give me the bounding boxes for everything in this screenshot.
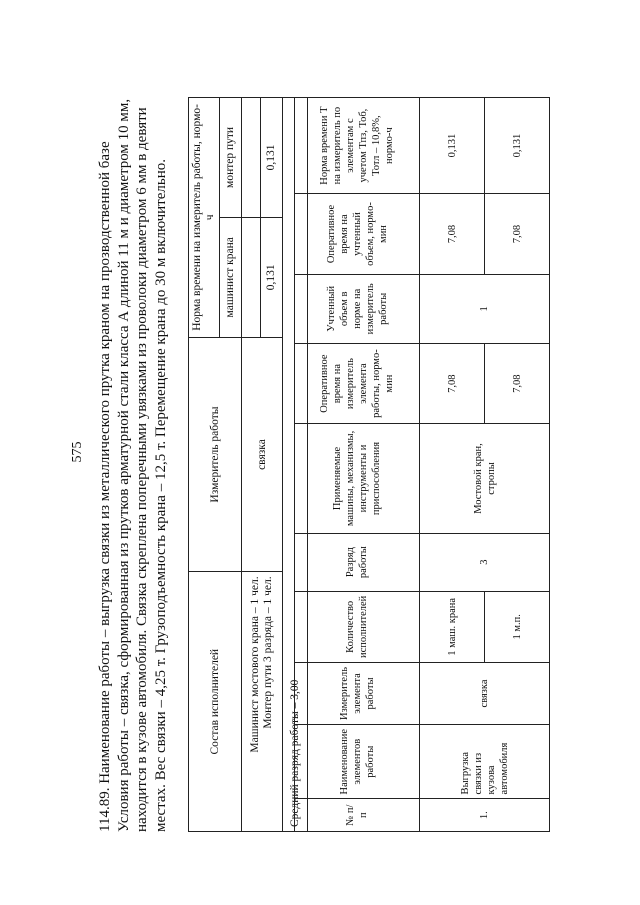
norm-fitter-value: 0,131 <box>261 98 283 218</box>
crew-table <box>188 97 308 832</box>
heading-line-4: местах. Вес связки – 4,25 т. Грузоподъемность крана – 12,5 т. Перемещение крана до 30 м включительно. <box>152 159 169 832</box>
crew-operator: Машинист мостового крана – 1 чел. <box>249 576 261 753</box>
heading-line-2: Условия работы – связка, сформированная из прутков арматурной стали класса А длиной 11 м и диаметром 10 мм, <box>115 98 132 832</box>
op-total-header: Оперативное время на учтенный объем, нормо-мин <box>295 194 420 275</box>
norm-time-fitter: 0,131 <box>485 98 550 194</box>
heading-line-1: 114.89. Наименование работы – выгрузка связки из металлического прутка краном на прозводственной базе <box>97 141 113 832</box>
grade-header: Разряд работы <box>295 533 420 591</box>
work-description <box>96 72 170 832</box>
elements-table <box>294 97 550 832</box>
count-operator: 1 маш. крана <box>420 591 485 662</box>
count-header: Количество исполнителей <box>295 591 420 662</box>
machines-header: Применяемые машины, механизмы, инструменты и приспособления <box>295 424 420 533</box>
operator-subheader: машинист крана <box>220 217 242 337</box>
grade-value: 3 <box>420 533 550 591</box>
average-grade: Средний разряд работы – 3,00 <box>283 98 308 832</box>
machines-value: Мостовой кран, стропы <box>420 424 550 533</box>
crew-header: Состав исполнителей <box>189 572 242 832</box>
meter-header: Измеритель работы <box>189 337 242 572</box>
norm-time-header: Норма времени Т на измеритель по элементам с учетом Тпз, Тоб, Тотл – 10,8%, нормо-ч <box>295 98 420 194</box>
heading-line-3: находится в кузове автомобиля. Связка скреплена поперечными увязками из проволоки диаметром 6 мм в девяти <box>134 107 150 832</box>
rotated-page <box>70 72 590 832</box>
volume-header: Учтенный объем в норме на измеритель работы <box>295 274 420 343</box>
norm-header: Норма времени на измеритель работы, нормо-ч <box>189 98 220 338</box>
op-time-header: Оперативное время на измеритель элемента работы, нормо-мин <box>295 343 420 424</box>
name-header: Наименование элементов работы <box>295 725 420 799</box>
op-time-fitter: 7,08 <box>485 343 550 424</box>
op-total-operator: 7,08 <box>420 194 485 275</box>
element-meter-header: Измеритель элемента работы <box>295 662 420 724</box>
num-header: № п/п <box>295 799 420 832</box>
element-meter: связка <box>420 662 550 724</box>
element-name: Выгрузка связки из кузова автомобиля <box>420 725 550 799</box>
crew-fitter: Монтер пути 3 разряда – 1 чел. <box>262 576 274 729</box>
fitter-subheader: монтер пути <box>220 98 242 218</box>
norm-time-operator: 0,131 <box>420 98 485 194</box>
op-total-fitter: 7,08 <box>485 194 550 275</box>
count-fitter: 1 м.п. <box>485 591 550 662</box>
norm-operator-value: 0,131 <box>261 217 283 337</box>
row-number: 1. <box>420 799 550 832</box>
crew-list <box>242 572 283 832</box>
page-number: 575 <box>70 441 85 463</box>
op-time-operator: 7,08 <box>420 343 485 424</box>
crew-meter-value: связка <box>242 337 283 572</box>
volume-value: 1 <box>420 274 550 343</box>
